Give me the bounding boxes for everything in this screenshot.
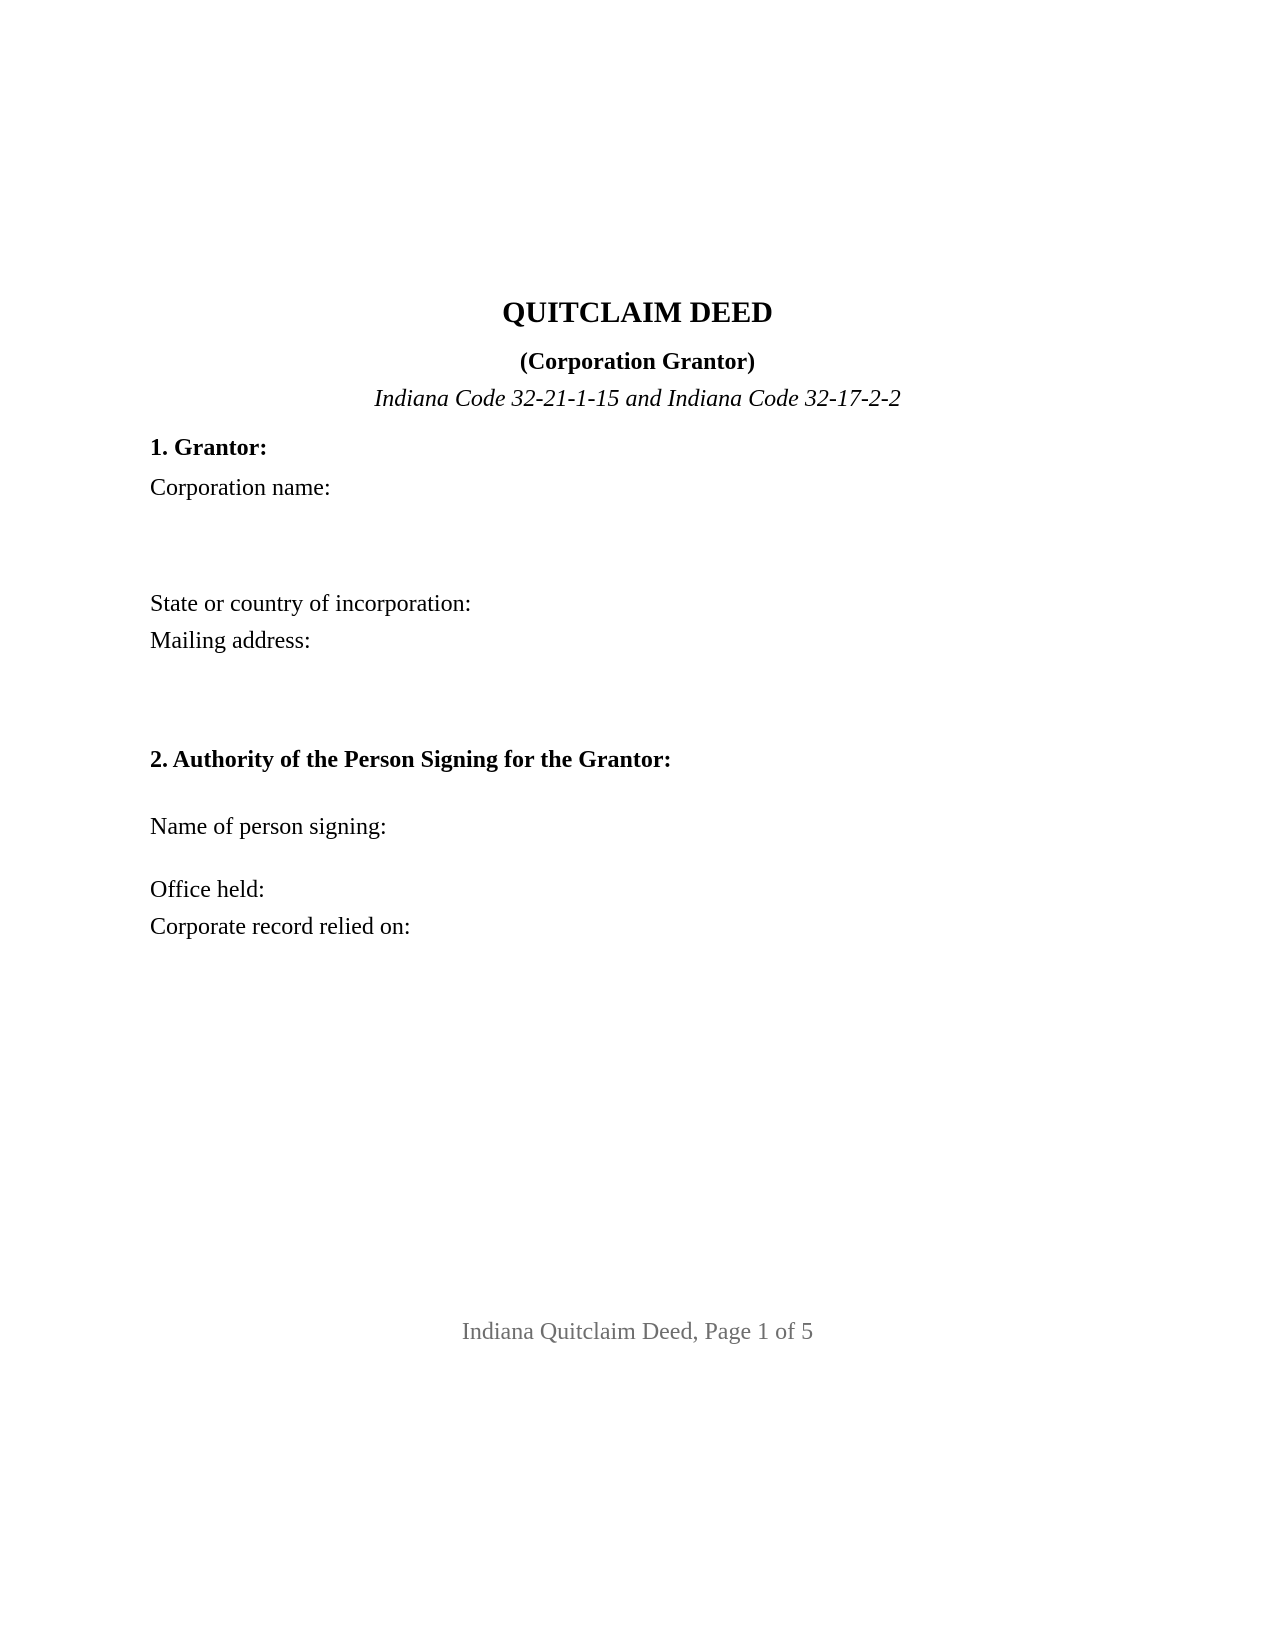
section-authority-heading: 2. Authority of the Person Signing for the Grantor: — [150, 747, 672, 773]
document-subtitle: (Corporation Grantor) — [519, 349, 756, 375]
mailing-address-label: Mailing address: — [150, 628, 311, 654]
name-of-person-signing-label: Name of person signing: — [150, 814, 387, 840]
document-title: QUITCLAIM DEED — [502, 296, 773, 329]
page-footer: Indiana Quitclaim Deed, Page 1 of 5 — [461, 1319, 814, 1345]
corporation-name-label: Corporation name: — [150, 475, 331, 501]
corporate-record-label: Corporate record relied on: — [150, 914, 411, 940]
section-grantor-heading: 1. Grantor: — [150, 435, 268, 461]
statute-reference: Indiana Code 32-21-1-15 and Indiana Code 32-17-2-2 — [374, 386, 901, 412]
office-held-label: Office held: — [150, 877, 265, 903]
state-of-incorporation-label: State or country of incorporation: — [150, 591, 472, 617]
